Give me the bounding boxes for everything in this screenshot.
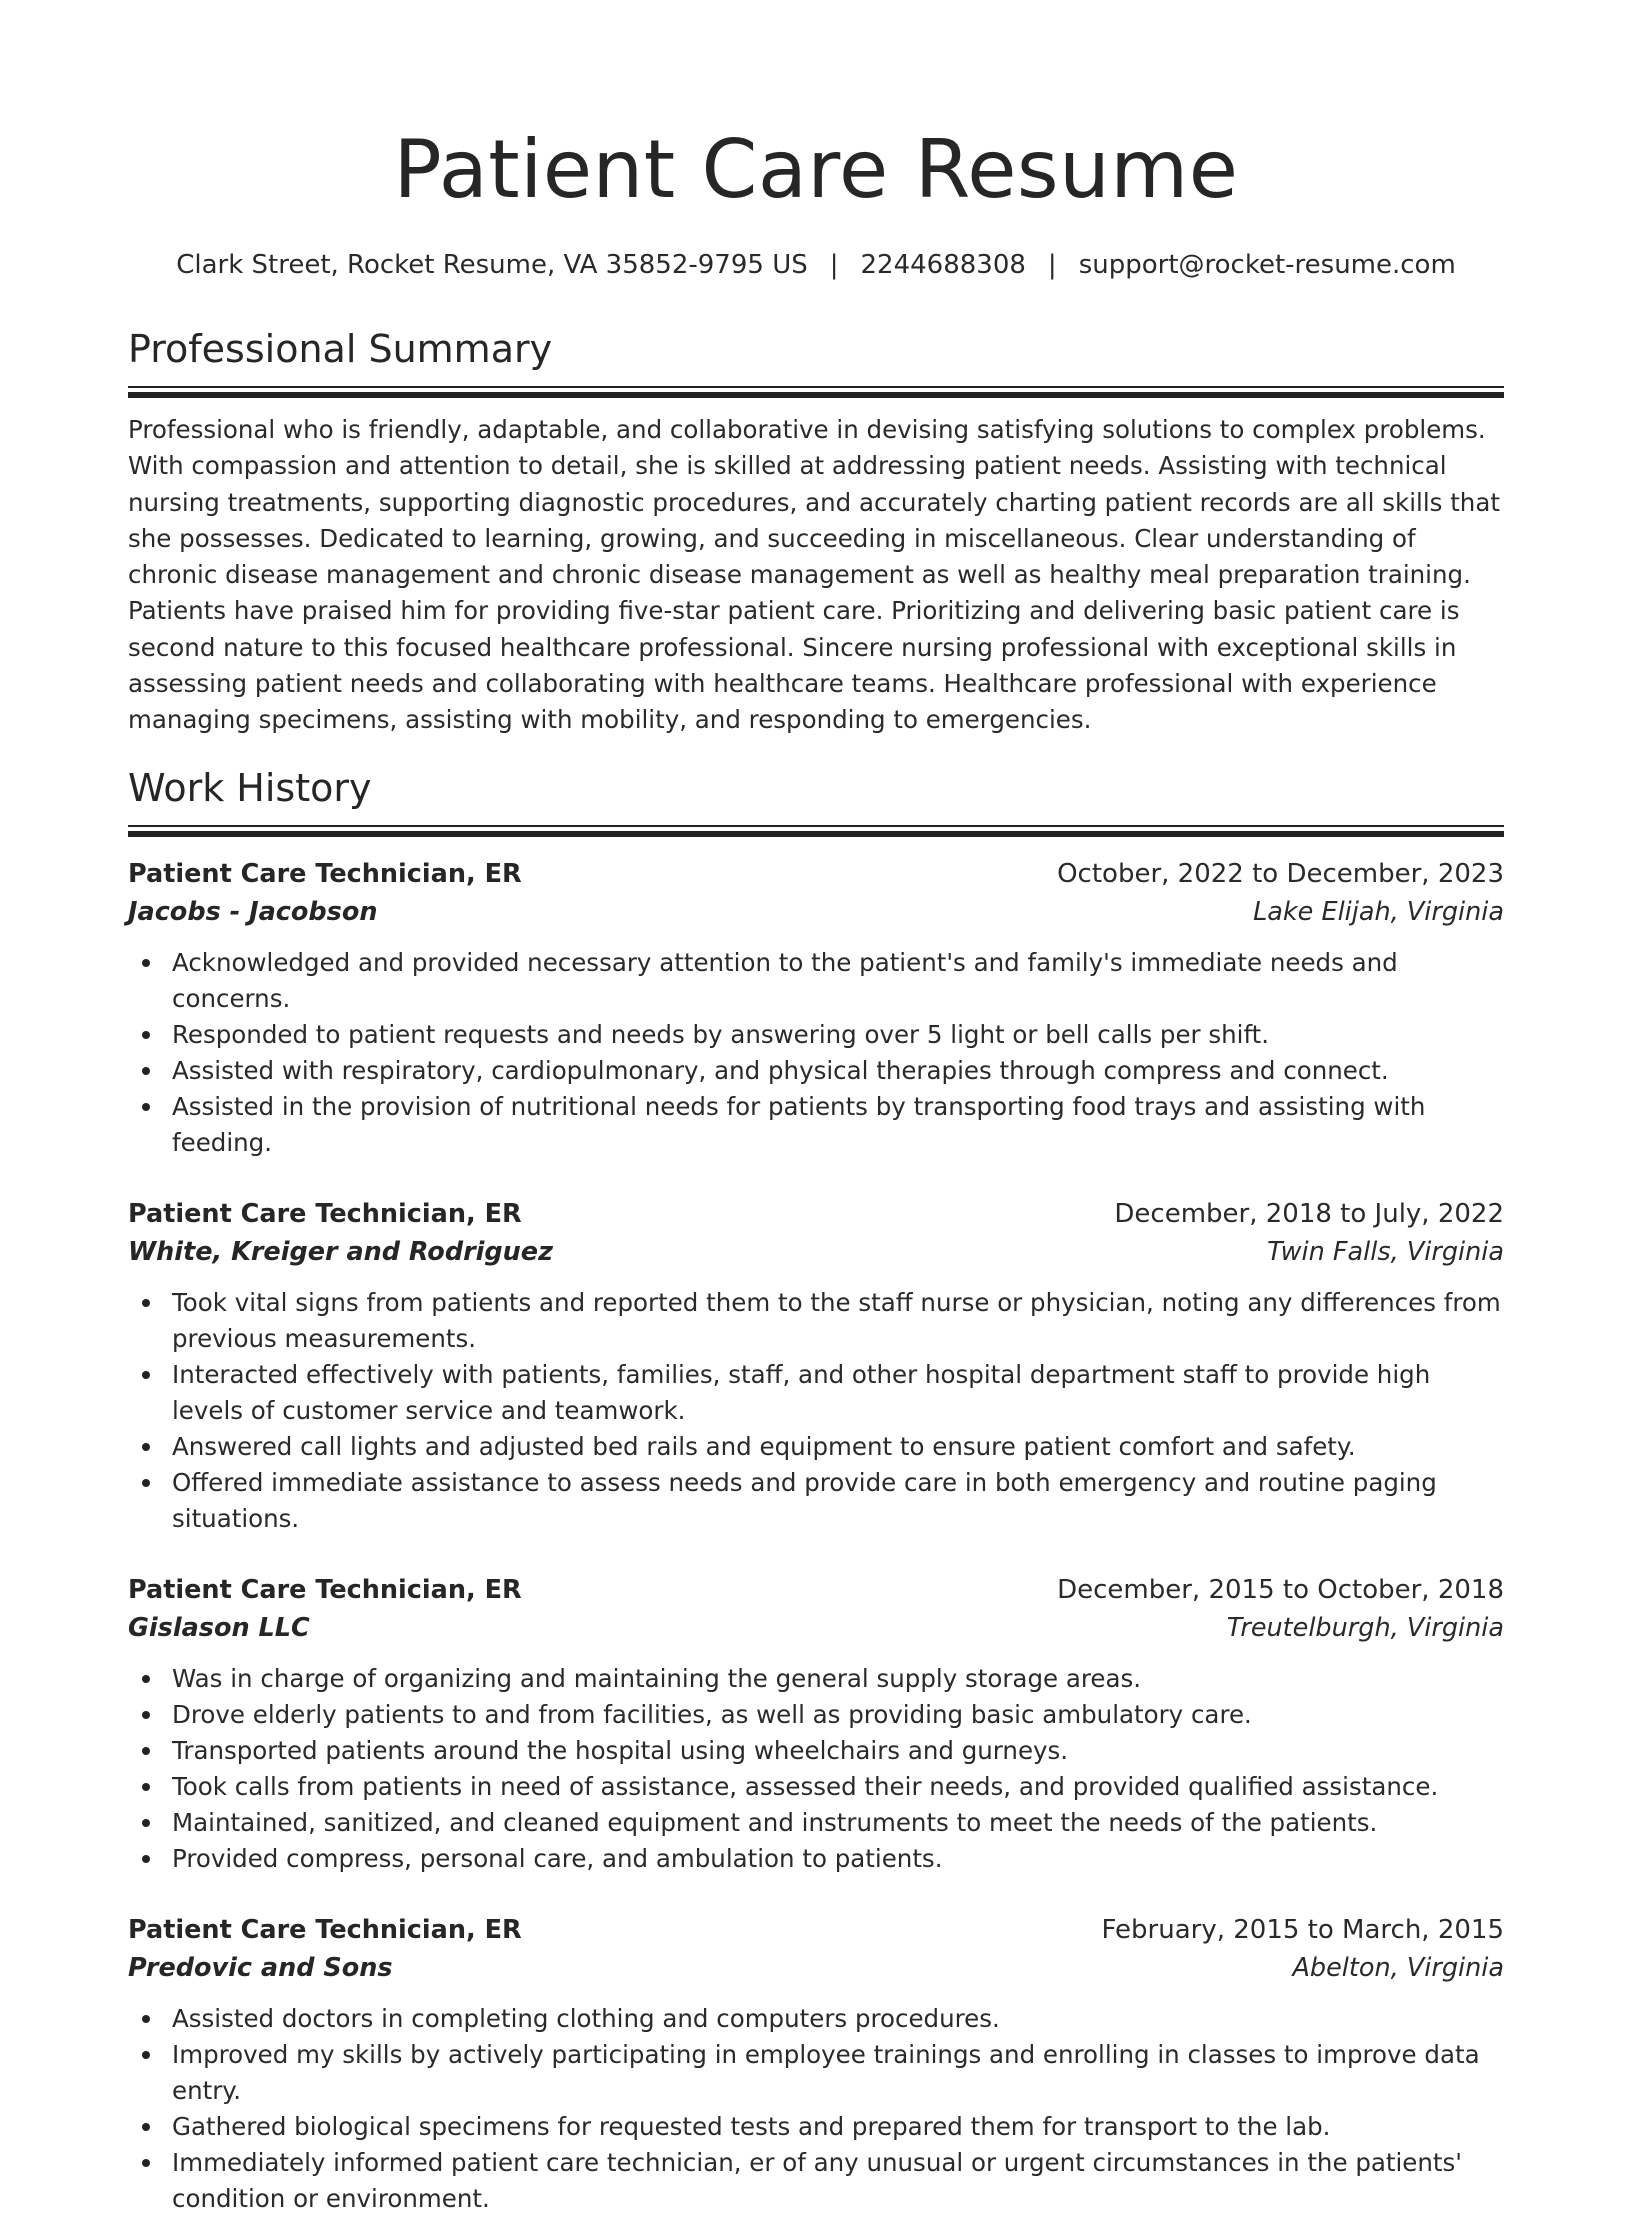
job-header-row bbox=[128, 855, 1504, 893]
job-company: Jacobs - Jacobson bbox=[128, 897, 378, 928]
job-bullet-text: Provided compress, personal care, and ambulation to patients. bbox=[172, 1844, 943, 1874]
job-bullet-text: Assisted with respiratory, cardiopulmonary, and physical therapies through compress and connect. bbox=[172, 1056, 1389, 1086]
bullet-dot-icon bbox=[142, 2159, 150, 2167]
job-header-row bbox=[128, 1195, 1504, 1233]
job-bullet bbox=[128, 1733, 1504, 1769]
bullet-dot-icon bbox=[142, 1299, 150, 1307]
job-location: Lake Elijah, Virginia bbox=[1253, 897, 1504, 928]
contact-address: Clark Street, Rocket Resume, VA 35852-9795 US bbox=[176, 250, 808, 280]
bullet-dot-icon bbox=[142, 1031, 150, 1039]
job-title: Patient Care Technician, ER bbox=[128, 859, 522, 890]
job-bullets bbox=[128, 1285, 1504, 1537]
job-location: Abelton, Virginia bbox=[1292, 1953, 1504, 1984]
job-bullets bbox=[128, 2001, 1504, 2217]
job-dates: February, 2015 to March, 2015 bbox=[1101, 1915, 1504, 1946]
job-company-row bbox=[128, 1949, 1504, 1987]
job-bullet bbox=[128, 1805, 1504, 1841]
job-bullet-text: Was in charge of organizing and maintaining the general supply storage areas. bbox=[172, 1664, 1142, 1694]
job-bullet-text: Gathered biological specimens for requested tests and prepared them for transport to the lab. bbox=[172, 2112, 1331, 2142]
job-bullet-text: Assisted in the provision of nutritional needs for patients by transporting food trays and assisting with feeding. bbox=[172, 1092, 1426, 1158]
bullet-dot-icon bbox=[142, 1067, 150, 1075]
job-entry bbox=[128, 1911, 1504, 2217]
job-bullet-text: Offered immediate assistance to assess needs and provide care in both emergency and routine paging situations. bbox=[172, 1468, 1437, 1534]
job-bullet bbox=[128, 2145, 1504, 2217]
contact-separator: | bbox=[1047, 250, 1057, 280]
job-bullet-text: Drove elderly patients to and from facilities, as well as providing basic ambulatory care. bbox=[172, 1700, 1252, 1730]
job-bullet-text: Improved my skills by actively participating in employee trainings and enrolling in classes to improve data entry. bbox=[172, 2040, 1480, 2106]
job-bullet-text: Answered call lights and adjusted bed rails and equipment to ensure patient comfort and safety. bbox=[172, 1432, 1356, 1462]
job-dates: December, 2015 to October, 2018 bbox=[1057, 1575, 1504, 1606]
work-history-list bbox=[128, 855, 1504, 2217]
bullet-dot-icon bbox=[142, 1855, 150, 1863]
section-title-summary: Professional Summary bbox=[128, 327, 553, 371]
section-title-work-history: Work History bbox=[128, 766, 372, 811]
job-bullet bbox=[128, 2109, 1504, 2145]
summary-text: Professional who is friendly, adaptable, and collaborative in devising satisfying solutions to complex problems. With compassion and attention to detail, she is skilled at addressing patient needs. Assisting with technical nursing treatments, supporting diagnostic procedures, and accurately charting patient records are all skills that she possesses. Dedicated to learning, growing, and succeeding in miscellaneous. Clear understanding of chronic disease management and chronic disease management as well as healthy meal preparation training. Patients have praised him for providing five-star patient care. Prioritizing and delivering basic patient care is second nature to this focused healthcare professional. Sincere nursing professional with exceptional skills in assessing patient needs and collaborating with healthcare teams. Healthcare professional with experience managing specimens, assisting with mobility, and responding to emergencies. bbox=[128, 415, 1500, 735]
job-title: Patient Care Technician, ER bbox=[128, 1575, 522, 1606]
job-title: Patient Care Technician, ER bbox=[128, 1199, 522, 1230]
bullet-dot-icon bbox=[142, 2123, 150, 2131]
job-bullet bbox=[128, 1661, 1504, 1697]
job-bullet bbox=[128, 1285, 1504, 1357]
job-company-row bbox=[128, 893, 1504, 931]
job-header-row bbox=[128, 1911, 1504, 1949]
bullet-dot-icon bbox=[142, 1103, 150, 1111]
job-bullet bbox=[128, 1465, 1504, 1537]
bullet-dot-icon bbox=[142, 1783, 150, 1791]
bullet-dot-icon bbox=[142, 1711, 150, 1719]
job-company-row bbox=[128, 1609, 1504, 1647]
job-bullet bbox=[128, 1089, 1504, 1161]
job-dates: December, 2018 to July, 2022 bbox=[1114, 1199, 1504, 1230]
job-company: White, Kreiger and Rodriguez bbox=[128, 1237, 553, 1268]
job-bullet bbox=[128, 1429, 1504, 1465]
job-entry bbox=[128, 1195, 1504, 1537]
bullet-dot-icon bbox=[142, 2015, 150, 2023]
job-bullet-text: Maintained, sanitized, and cleaned equipment and instruments to meet the needs of the patients. bbox=[172, 1808, 1378, 1838]
job-company: Gislason LLC bbox=[128, 1613, 310, 1644]
contact-separator: | bbox=[829, 250, 839, 280]
job-bullet bbox=[128, 2001, 1504, 2037]
job-dates: October, 2022 to December, 2023 bbox=[1057, 859, 1504, 890]
job-title: Patient Care Technician, ER bbox=[128, 1915, 522, 1946]
contact-line bbox=[128, 248, 1504, 282]
job-bullet bbox=[128, 2037, 1504, 2109]
job-bullet-text: Acknowledged and provided necessary attention to the patient's and family's immediate needs and concerns. bbox=[172, 948, 1398, 1014]
bullet-dot-icon bbox=[142, 1479, 150, 1487]
job-bullets bbox=[128, 945, 1504, 1161]
bullet-dot-icon bbox=[142, 1819, 150, 1827]
job-bullet bbox=[128, 1769, 1504, 1805]
job-header-row bbox=[128, 1571, 1504, 1609]
job-location: Twin Falls, Virginia bbox=[1267, 1237, 1504, 1268]
bullet-dot-icon bbox=[142, 1747, 150, 1755]
resume-name: Patient Care Resume bbox=[393, 123, 1239, 216]
job-bullet-text: Took calls from patients in need of assistance, assessed their needs, and provided qualified assistance. bbox=[172, 1772, 1439, 1802]
job-company: Predovic and Sons bbox=[128, 1953, 393, 1984]
job-bullet bbox=[128, 1017, 1504, 1053]
job-bullet-text: Immediately informed patient care technician, er of any unusual or urgent circumstances in the patients' condition or environment. bbox=[172, 2148, 1463, 2214]
contact-phone: 2244688308 bbox=[860, 250, 1026, 280]
job-bullet bbox=[128, 1697, 1504, 1733]
job-bullet-text: Interacted effectively with patients, families, staff, and other hospital department staff to provide high levels of customer service and teamwork. bbox=[172, 1360, 1431, 1426]
job-location: Treutelburgh, Virginia bbox=[1226, 1613, 1504, 1644]
job-bullet bbox=[128, 1357, 1504, 1429]
job-entry bbox=[128, 1571, 1504, 1877]
job-entry bbox=[128, 855, 1504, 1161]
job-bullet bbox=[128, 1841, 1504, 1877]
job-bullet-text: Assisted doctors in completing clothing and computers procedures. bbox=[172, 2004, 1000, 2034]
job-bullet-text: Took vital signs from patients and reported them to the staff nurse or physician, noting any differences from previous measurements. bbox=[172, 1288, 1501, 1354]
job-bullet bbox=[128, 945, 1504, 1017]
section-divider bbox=[128, 825, 1504, 837]
job-company-row bbox=[128, 1233, 1504, 1271]
job-bullet bbox=[128, 1053, 1504, 1089]
bullet-dot-icon bbox=[142, 1443, 150, 1451]
bullet-dot-icon bbox=[142, 2051, 150, 2059]
job-bullets bbox=[128, 1661, 1504, 1877]
bullet-dot-icon bbox=[142, 1675, 150, 1683]
job-bullet-text: Transported patients around the hospital using wheelchairs and gurneys. bbox=[172, 1736, 1069, 1766]
bullet-dot-icon bbox=[142, 1371, 150, 1379]
job-bullet-text: Responded to patient requests and needs by answering over 5 light or bell calls per shift. bbox=[172, 1020, 1270, 1050]
section-divider bbox=[128, 386, 1504, 398]
bullet-dot-icon bbox=[142, 959, 150, 967]
contact-email: support@rocket-resume.com bbox=[1078, 250, 1456, 280]
